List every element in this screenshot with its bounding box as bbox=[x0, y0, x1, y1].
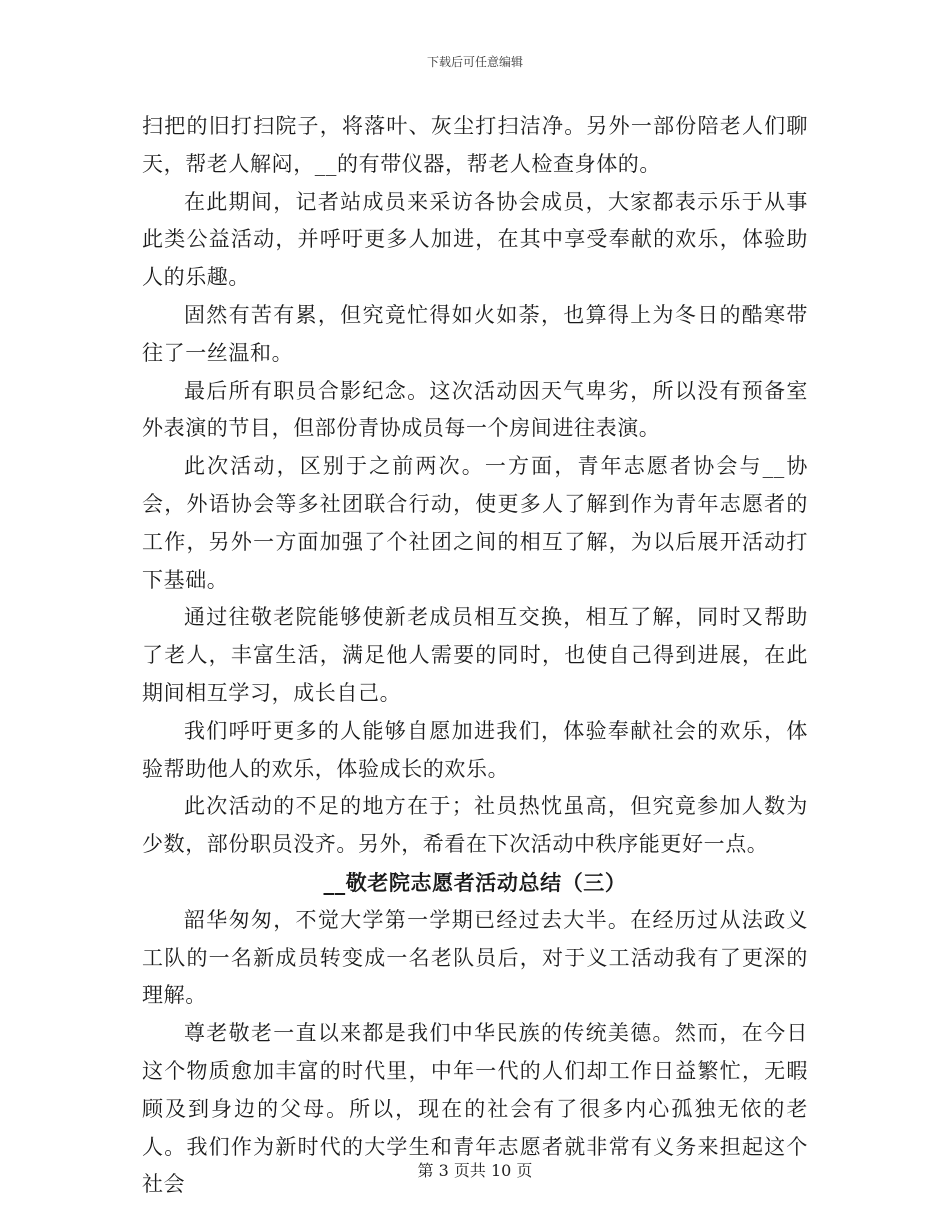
section-heading: __敬老院志愿者活动总结（三） bbox=[323, 869, 627, 895]
paragraph: 固然有苦有累，但究竟忙得如火如荼，也算得上为冬日的酷寒带往了一丝温和。 bbox=[142, 302, 808, 365]
paragraph: 我们呼吁更多的人能够自愿加进我们，体验奉献社会的欢乐，体验帮助他人的欢乐，体验成长的欢乐。 bbox=[142, 718, 808, 781]
page-number: 第 3 页共 10 页 bbox=[417, 1161, 533, 1180]
document-body bbox=[142, 108, 808, 1204]
paragraph: 最后所有职员合影纪念。这次活动因天气卑劣，所以没有预备室外表演的节目，但部份青协成员每一个房间进往表演。 bbox=[142, 378, 808, 441]
paragraph: 通过往敬老院能够使新老成员相互交换，相互了解，同时又帮助了老人，丰富生活，满足他人需要的同时，也使自己得到进展，在此期间相互学习，成长自己。 bbox=[142, 605, 808, 705]
page-header-note: 下载后可任意编辑 bbox=[426, 55, 523, 69]
paragraph: 此次活动，区别于之前两次。一方面，青年志愿者协会与__协会，外语协会等多社团联合行动，使更多人了解到作为青年志愿者的工作，另外一方面加强了个社团之间的相互了解，为以后展开活动打下基础。 bbox=[142, 454, 808, 592]
paragraph: 在此期间，记者站成员来采访各协会成员，大家都表示乐于从事此类公益活动，并呼吁更多人加进，在其中享受奉献的欢乐，体验助人的乐趣。 bbox=[142, 189, 808, 290]
paragraph: 此次活动的不足的地方在于；社员热忱虽高，但究竟参加人数为少数，部份职员没齐。另外，希看在下次活动中秩序能更好一点。 bbox=[142, 794, 808, 857]
paragraph: 尊老敬老一直以来都是我们中华民族的传统美德。然而，在今日这个物质愈加丰富的时代里，中年一代的人们却工作日益繁忙，无暇顾及到身边的父母。所以，现在的社会有了很多内心孤独无依的老人。我们作为新时代的大学生和青年志愿者就非常有义务来担起这个社会 bbox=[142, 1021, 808, 1197]
paragraph: 韶华匆匆，不觉大学第一学期已经过去大半。在经历过从法政义工队的一名新成员转变成一名老队员后，对于义工活动我有了更深的理解。 bbox=[142, 907, 808, 1008]
paragraph: 扫把的旧打扫院子，将落叶、灰尘打扫洁净。另外一部份陪老人们聊天，帮老人解闷，__的有带仪器，帮老人检查身体的。 bbox=[142, 114, 808, 176]
